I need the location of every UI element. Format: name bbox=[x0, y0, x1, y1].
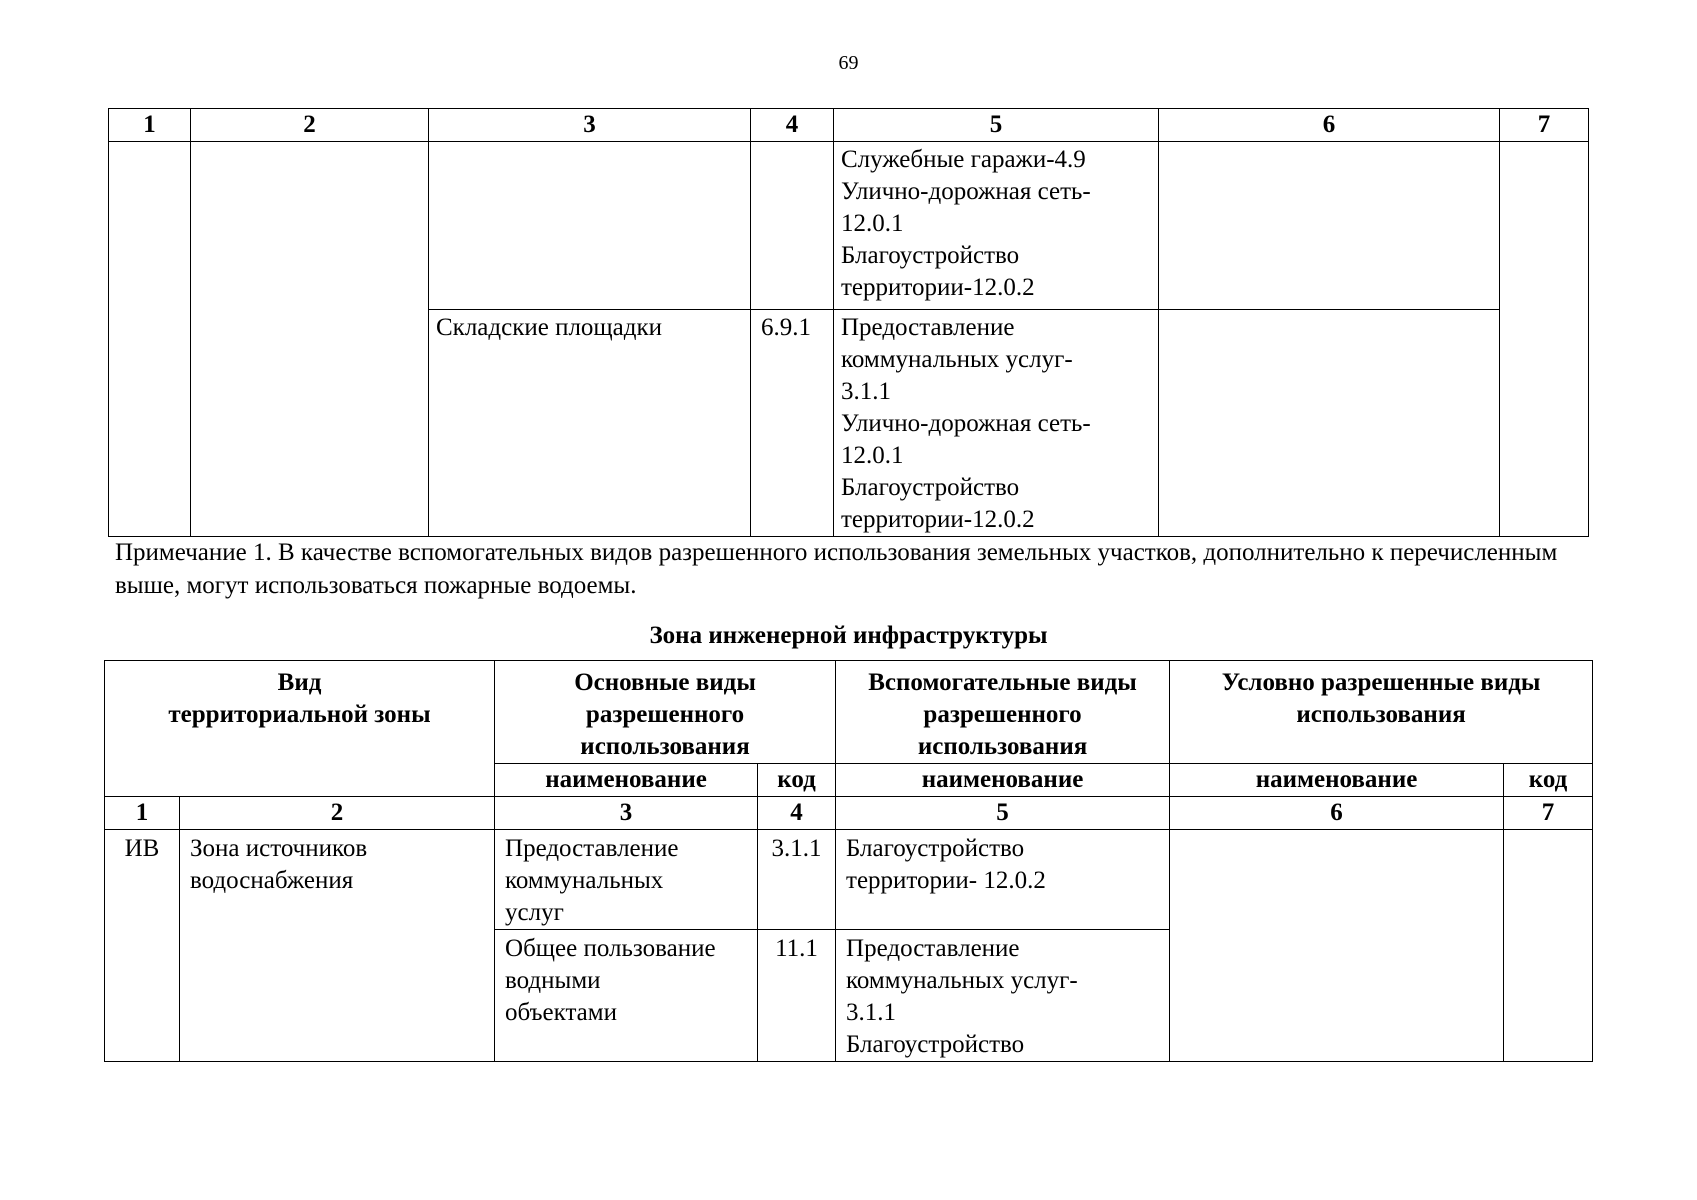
aux-use-line: Благоустройство bbox=[846, 1031, 1025, 1058]
header-zone-type bbox=[105, 661, 495, 797]
zone-name bbox=[180, 830, 495, 1062]
aux-use-line: территории-12.0.2 bbox=[841, 506, 1035, 533]
header-col-4: 4 bbox=[751, 109, 834, 142]
aux-use-line: территории-12.0.2 bbox=[841, 274, 1035, 301]
main-use-line: Общее пользование bbox=[505, 935, 716, 962]
header-line: использования bbox=[580, 733, 750, 760]
aux-use bbox=[836, 830, 1170, 930]
header-col-3: 3 bbox=[429, 109, 751, 142]
cell-col-4 bbox=[751, 142, 834, 310]
header-col-5: 5 bbox=[834, 109, 1159, 142]
header-line: Основные виды bbox=[574, 669, 756, 696]
header-col-2: 2 bbox=[191, 109, 429, 142]
zone-code: ИВ bbox=[105, 830, 180, 1062]
header-line: использования bbox=[1296, 701, 1466, 728]
header-line: территориальной зоны bbox=[168, 701, 431, 728]
cell-col-3 bbox=[429, 142, 751, 310]
cell-col-3: Складские площадки bbox=[429, 310, 751, 537]
aux-use-line: Предоставление bbox=[846, 935, 1020, 962]
number-col-3: 3 bbox=[495, 797, 758, 830]
cell-col-7 bbox=[1500, 142, 1589, 537]
page-number: 69 bbox=[838, 52, 859, 74]
header-line: разрешенного bbox=[585, 701, 745, 728]
header-line: использования bbox=[917, 733, 1088, 760]
table-continuation bbox=[108, 108, 1589, 537]
number-col-4: 4 bbox=[758, 797, 836, 830]
number-col-2: 2 bbox=[180, 797, 495, 830]
header-line: Условно разрешенные виды bbox=[1221, 669, 1541, 696]
zone-name-line: водоснабжения bbox=[190, 867, 354, 894]
main-use-line: коммунальных bbox=[505, 867, 664, 894]
main-use-code: 3.1.1 bbox=[758, 830, 836, 930]
aux-use bbox=[836, 930, 1170, 1062]
number-col-5: 5 bbox=[836, 797, 1170, 830]
main-use-line: услуг bbox=[505, 899, 564, 926]
subheader-name: наименование bbox=[495, 764, 758, 797]
header-col-7: 7 bbox=[1500, 109, 1589, 142]
header-main-uses bbox=[495, 661, 836, 764]
zone-table bbox=[104, 660, 1593, 1062]
header-conditional-uses bbox=[1170, 661, 1593, 764]
aux-use-line: Улично-дорожная сеть- bbox=[841, 410, 1091, 437]
aux-use-line: Благоустройство bbox=[841, 242, 1020, 269]
main-use-name bbox=[495, 930, 758, 1062]
aux-use-line: коммунальных услуг- bbox=[841, 346, 1073, 373]
number-col-1: 1 bbox=[105, 797, 180, 830]
aux-use-line: 3.1.1 bbox=[846, 999, 897, 1026]
conditional-use-code bbox=[1504, 830, 1593, 1062]
zone-title: Зона инженерной инфраструктуры bbox=[649, 622, 1048, 649]
subheader-code: код bbox=[758, 764, 836, 797]
cell-col-1 bbox=[109, 142, 191, 537]
aux-use-line: Благоустройство bbox=[841, 474, 1020, 501]
aux-use-line: Предоставление bbox=[841, 314, 1015, 341]
conditional-use-name bbox=[1170, 830, 1504, 1062]
table-row bbox=[105, 830, 1593, 930]
cell-col-5 bbox=[834, 310, 1159, 537]
main-use-line: объектами bbox=[505, 999, 617, 1026]
aux-use-line: территории- 12.0.2 bbox=[846, 867, 1046, 894]
header-col-1: 1 bbox=[109, 109, 191, 142]
main-use-line: водными bbox=[505, 967, 601, 994]
number-col-6: 6 bbox=[1170, 797, 1504, 830]
header-line: разрешенного bbox=[923, 701, 1082, 728]
table-header-row bbox=[109, 109, 1589, 142]
zone-table-number-row bbox=[105, 797, 1593, 830]
cell-col-4: 6.9.1 bbox=[751, 310, 834, 537]
main-use-name bbox=[495, 830, 758, 930]
aux-use-line: Служебные гаражи-4.9 bbox=[841, 146, 1086, 173]
main-use-code: 11.1 bbox=[758, 930, 836, 1062]
cell-col-5 bbox=[834, 142, 1159, 310]
header-aux-uses bbox=[836, 661, 1170, 764]
header-line: Вспомогательные виды bbox=[868, 669, 1137, 696]
main-use-line: Предоставление bbox=[505, 835, 679, 862]
aux-use-line: Благоустройство bbox=[846, 835, 1025, 862]
note-text: Примечание 1. В качестве вспомогательных видов разрешенного использования земельных участков, дополнительно к перечисленным выше, могут использоваться пожарные водоемы. bbox=[115, 539, 1558, 599]
subheader-code: код bbox=[1504, 764, 1593, 797]
aux-use-line: 12.0.1 bbox=[841, 210, 904, 237]
aux-use-line: Улично-дорожная сеть- bbox=[841, 178, 1091, 205]
subheader-name: наименование bbox=[836, 764, 1170, 797]
header-line: Вид bbox=[277, 669, 322, 696]
cell-col-2 bbox=[191, 142, 429, 537]
aux-use-line: 3.1.1 bbox=[841, 378, 891, 405]
zone-table-header-row bbox=[105, 661, 1593, 764]
table-row bbox=[109, 142, 1589, 310]
subheader-name: наименование bbox=[1170, 764, 1504, 797]
number-col-7: 7 bbox=[1504, 797, 1593, 830]
aux-use-line: коммунальных услуг- bbox=[846, 967, 1078, 994]
cell-col-6 bbox=[1159, 142, 1500, 310]
zone-name-line: Зона источников bbox=[190, 835, 368, 862]
aux-use-line: 12.0.1 bbox=[841, 442, 904, 469]
cell-col-6 bbox=[1159, 310, 1500, 537]
header-col-6: 6 bbox=[1159, 109, 1500, 142]
